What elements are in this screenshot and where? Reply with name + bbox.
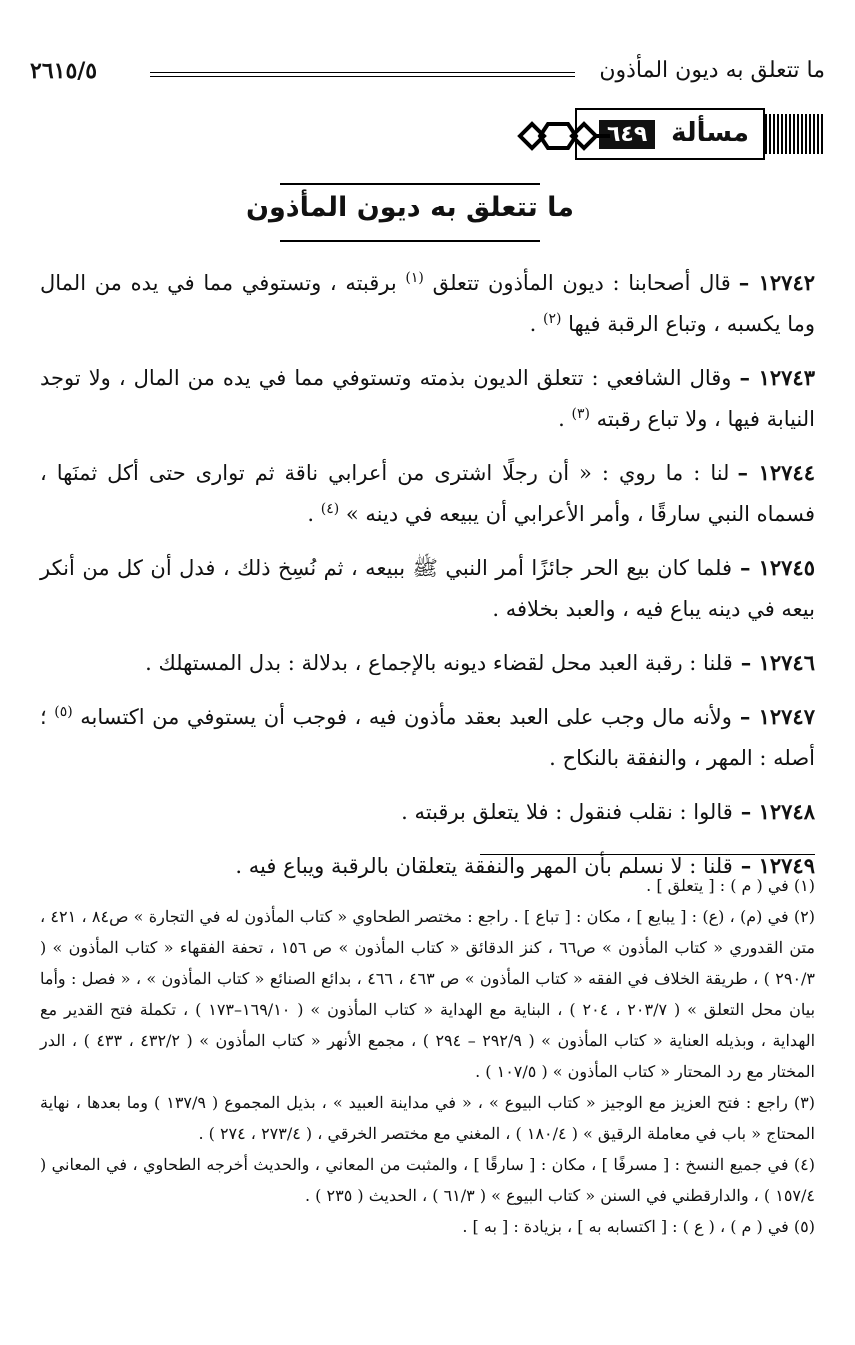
footnote-ref: (١)	[405, 270, 424, 286]
paragraph-text: وقال الشافعي : تتعلق الديون بذمته وتستوفي مما في يده من المال ، ولا توجد النيابة فيها ، ولا تباع رقبته	[40, 366, 815, 431]
paragraph-text: ؛ أصله : المهر ، والنفقة بالنكاح .	[40, 705, 815, 770]
footnote-ref: (٢)	[542, 311, 562, 327]
paragraph	[40, 791, 815, 833]
geometric-ornament-icon	[510, 116, 610, 156]
paragraph-text: فلما كان بيع الحر جائزًا أمر النبي ﷺ ببيعه ، ثم نُسِخ ذلك ، فدل أن كل من أنكر بيعه في دينه يباع فيه ، والعبد بخلافه .	[40, 556, 815, 621]
paragraph-number: ١٢٧٤٩ –	[740, 853, 815, 878]
footnote: (٢) في (م) ، (ع) : [ يبايع ] ، مكان : [ تباع ] . راجع : مختصر الطحاوي « كتاب المأذون له في التجارة » ص٨٤ ، ٤٢١ ، متن القدوري « كتاب المأذون » ص٦٦ ، كنز الدقائق « كتاب المأذون » ص ١٥٦ ، تحفة الفقهاء « كتاب المأذون » ( ٢٩٠/٣ ) ، طريقة الخلاف في الفقه « كتاب المأذون » ص ٤٦٣ ، ٤٦٦ ، بدائع الصنائع « كتاب المأذون » ، « فصل : وأما بيان محل التعلق » ( ٢٠٣/٧ ، ٢٠٤ ) ، البناية مع الهداية « كتاب المأذون » ( ١٦٩/١٠–١٧٣ ) ، تكملة فتح القدير مع الهداية ، وبذيله العناية « كتاب المأذون » ( ٢٩٢/٩ – ٢٩٤ ) ، مجمع الأنهر « كتاب المأذون » ( ٤٣٢/٢ ، ٤٣٣ ) ، الدر المختار مع رد المحتار « كتاب المأذون » ( ١٠٧/٥ ) .	[40, 907, 816, 1081]
footnote-ref: (٥)	[54, 704, 73, 720]
footnotes	[40, 870, 815, 1242]
paragraph	[40, 547, 815, 630]
banner-hatch-decoration	[765, 114, 825, 154]
footnote: (٥) في ( م ) ، ( ع ) : [ اكتسابه به ] ، بزيادة : [ به ] .	[462, 1217, 815, 1236]
running-header	[30, 58, 825, 94]
paragraph-text: قلنا : رقبة العبد محل لقضاء ديونه بالإجماع ، بدلالة : بدل المستهلك .	[145, 651, 733, 675]
paragraph-number: ١٢٧٤٢ –	[738, 270, 816, 295]
paragraph	[40, 642, 815, 684]
footnote: (٤) في جميع النسخ : [ مسرفًا ] ، مكان : [ سارقًا ] ، والمثبت من المعاني ، والحديث أخرجه الطحاوي ، في المعاني ( ١٥٧/٤ ) ، والدارقطني في السنن « كتاب البيوع » ( ٦١/٣ ) ، الحديث ( ٢٣٥ ) .	[40, 1155, 815, 1205]
masala-number: ٦٤٩	[599, 120, 655, 149]
paragraph-text: .	[558, 407, 565, 431]
header-double-rule	[150, 72, 575, 77]
paragraph-number: ١٢٧٤٨ –	[740, 799, 815, 824]
paragraph-text: قالوا : نقلب فنقول : فلا يتعلق برقبته .	[401, 800, 733, 824]
paragraph-text: قال أصحابنا : ديون المأذون تتعلق	[432, 271, 731, 295]
page-number: ٢٦١٥/٥	[30, 58, 98, 84]
footnote-ref: (٣)	[571, 406, 590, 422]
paragraph-number: ١٢٧٤٣ –	[739, 365, 815, 390]
paragraph-number: ١٢٧٤٧ –	[739, 704, 815, 729]
title-top-rule	[280, 183, 540, 185]
masala-label: مسألة	[671, 118, 749, 148]
footnote-separator	[480, 854, 815, 855]
paragraph-text: .	[529, 312, 537, 336]
footnote: (١) في ( م ) : [ يتعلق ] .	[646, 876, 815, 895]
footnote: (٣) راجع : فتح العزيز مع الوجيز « كتاب البيوع » ، « في مداينة العبيد » ، بذيل المجموع ( ١٣٧/٩ ) وما بعدها ، نهاية المحتاج « باب في معاملة الرقيق » ( ١٨٠/٤ ) ، المغني مع مختصر الخرقي ، ( ٢٧٣/٤ ، ٢٧٤ ) .	[40, 1093, 815, 1143]
chapter-title: ما تتعلق به ديون المأذون	[245, 192, 574, 223]
paragraph-text: .	[307, 502, 315, 526]
paragraph-text: قلنا : لا نسلم بأن المهر والنفقة يتعلقان بالرقبة ويباع فيه .	[235, 854, 733, 878]
title-bottom-rule	[280, 240, 540, 242]
paragraph-number: ١٢٧٤٥ –	[739, 555, 815, 580]
footnote-ref: (٤)	[320, 501, 340, 517]
running-title: ما تتعلق به ديون المأذون	[599, 58, 825, 83]
paragraph-text: لنا : ما روي : « أن رجلًا اشترى من أعرابي ناقة ثم توارى حتى أكل ثمنَها ، فسماه النبي سارقًا ، وأمر الأعرابي أن يبيعه في دينه »	[40, 461, 815, 526]
masala-banner	[510, 108, 825, 160]
paragraph	[40, 696, 815, 779]
paragraph	[40, 357, 815, 440]
paragraph	[40, 452, 815, 535]
paragraph-text: ولأنه مال وجب على العبد بعقد مأذون فيه ، فوجب أن يستوفي من اكتسابه	[80, 705, 732, 729]
paragraph	[40, 262, 815, 345]
body-text	[40, 262, 815, 899]
paragraph-number: ١٢٧٤٦ –	[740, 650, 815, 675]
paragraph-text: برقبته ، وتستوفي مما في يده من المال وما يكسبه ، وتباع الرقبة فيها	[40, 271, 815, 336]
paragraph-number: ١٢٧٤٤ –	[737, 460, 815, 485]
